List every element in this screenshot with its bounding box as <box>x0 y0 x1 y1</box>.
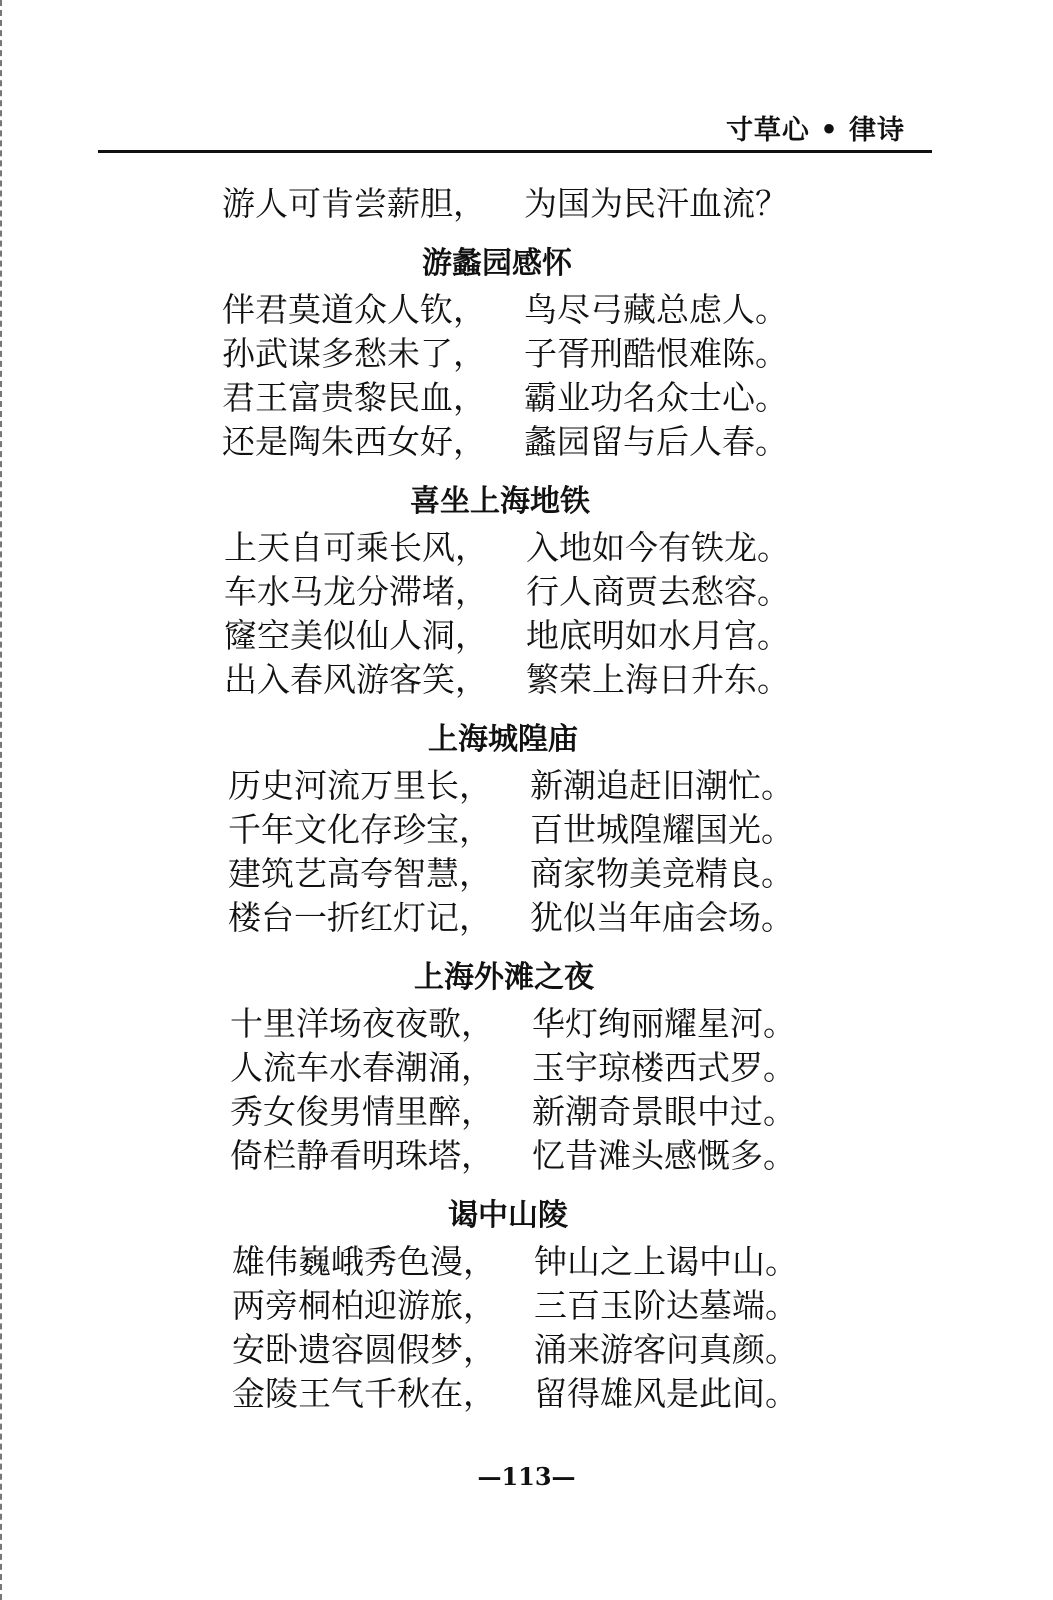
poem-line <box>0 614 1053 658</box>
line-left: 人流车水春潮涌， <box>230 1048 494 1087</box>
poem-line <box>0 1284 1053 1328</box>
line-right: 百世城隍耀国光。 <box>530 810 794 849</box>
poem-line <box>0 808 1053 852</box>
line-right: 新潮追赶旧潮忙。 <box>530 766 794 805</box>
poem-line <box>0 852 1053 896</box>
line-left: 游人可肯尝薪胆， <box>222 184 486 223</box>
line-right: 涌来游客问真颜。 <box>534 1330 798 1369</box>
line-right: 钟山之上谒中山。 <box>534 1242 798 1281</box>
poem-line <box>0 896 1053 940</box>
poem-line <box>0 1240 1053 1284</box>
line-left: 秀女俊男情里醉， <box>230 1092 494 1131</box>
line-right: 行人商贾去愁容。 <box>526 572 790 611</box>
line-right: 入地如今有铁龙。 <box>526 528 790 567</box>
line-left: 建筑艺高夸智慧， <box>228 854 492 893</box>
line-left: 上天自可乘长风， <box>224 528 488 567</box>
line-left: 窿空美似仙人洞， <box>224 616 488 655</box>
line-left: 还是陶朱西女好， <box>222 422 486 461</box>
line-right: 三百玉阶达墓端。 <box>534 1286 798 1325</box>
poem-line <box>0 420 1053 464</box>
poem-line <box>0 1328 1053 1372</box>
line-left: 出入春风游客笑， <box>224 660 488 699</box>
poem-line <box>0 376 1053 420</box>
line-right: 犹似当年庙会场。 <box>530 898 794 937</box>
line-right: 地底明如水月宫。 <box>526 616 790 655</box>
line-left: 车水马龙分滞堵， <box>224 572 488 611</box>
line-right: 蠡园留与后人春。 <box>524 422 788 461</box>
opening-couplet <box>0 182 1053 226</box>
poem-title: 上海外滩之夜 <box>414 960 594 995</box>
line-left: 两旁桐柏迎游旅， <box>232 1286 496 1325</box>
poem-line <box>0 658 1053 702</box>
line-right: 子胥刑酷恨难陈。 <box>524 334 788 373</box>
poem-title: 喜坐上海地铁 <box>410 484 590 519</box>
line-left: 伴君莫道众人钦， <box>222 290 486 329</box>
line-right: 繁荣上海日升东。 <box>526 660 790 699</box>
poem-line <box>0 526 1053 570</box>
line-left: 金陵王气千秋在， <box>232 1374 496 1413</box>
poem-line <box>0 764 1053 808</box>
line-left: 雄伟巍峨秀色漫， <box>232 1242 496 1281</box>
line-right: 华灯绚丽耀星河。 <box>532 1004 796 1043</box>
poem-title: 上海城隍庙 <box>428 722 578 757</box>
line-right: 鸟尽弓藏总虑人。 <box>524 290 788 329</box>
line-left: 君王富贵黎民血， <box>222 378 486 417</box>
page-number: —113— <box>477 1462 576 1491</box>
line-left: 十里洋场夜夜歌， <box>230 1004 494 1043</box>
header-rule <box>98 150 932 153</box>
poem-title: 谒中山陵 <box>448 1198 568 1233</box>
line-left: 楼台一折红灯记， <box>228 898 492 937</box>
line-right: 商家物美竞精良。 <box>530 854 794 893</box>
poem-body <box>0 182 1053 1416</box>
line-left: 千年文化存珍宝， <box>228 810 492 849</box>
line-right: 新潮奇景眼中过。 <box>532 1092 796 1131</box>
poem-line <box>0 1046 1053 1090</box>
poem-line <box>0 332 1053 376</box>
poem-line <box>0 570 1053 614</box>
poem-title: 游蠡园感怀 <box>422 246 572 281</box>
line-right: 留得雄风是此间。 <box>534 1374 798 1413</box>
line-left: 倚栏静看明珠塔， <box>230 1136 494 1175</box>
poem-line <box>0 1002 1053 1046</box>
line-left: 安卧遗容圆假梦， <box>232 1330 496 1369</box>
poem-line <box>0 288 1053 332</box>
line-right: 霸业功名众士心。 <box>524 378 788 417</box>
poem-line <box>0 1372 1053 1416</box>
poem-line <box>0 1090 1053 1134</box>
poem-line <box>0 1134 1053 1178</box>
line-right: 玉宇琼楼西式罗。 <box>532 1048 796 1087</box>
line-right: 忆昔滩头感慨多。 <box>532 1136 796 1175</box>
running-header: 寸草心 • 律诗 <box>725 115 905 146</box>
line-left: 孙武谋多愁未了， <box>222 334 486 373</box>
line-left: 历史河流万里长， <box>228 766 492 805</box>
line-right: 为国为民汗血流？ <box>524 184 788 223</box>
